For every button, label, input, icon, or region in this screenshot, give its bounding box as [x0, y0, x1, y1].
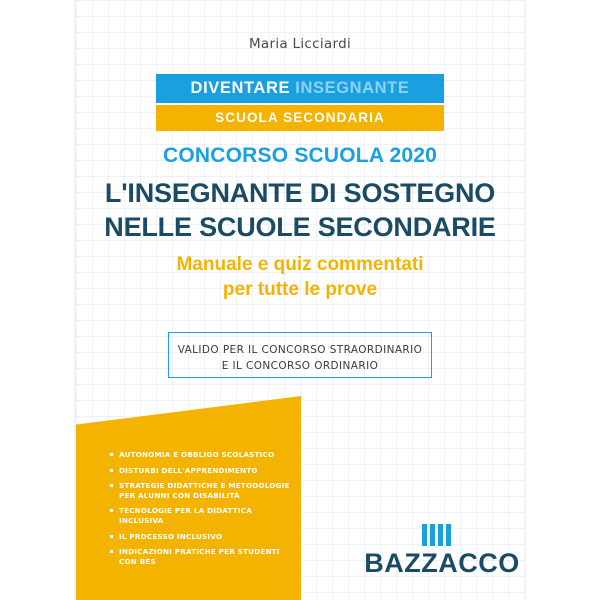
validity-box — [168, 332, 432, 378]
publisher-name: BAZZACCO — [364, 548, 520, 578]
series-banner — [156, 74, 444, 103]
book-subtitle-line-2: per tutte le prove — [222, 279, 378, 300]
list-item: IL PROCESSO INCLUSIVO — [110, 532, 290, 542]
list-item: INDICAZIONI PRATICHE PER STUDENTI CON BES — [110, 547, 290, 566]
list-item: STRATEGIE DIDATTICHE E METODOLOGIE PER ALUNNI CON DISABILITÀ — [110, 481, 290, 500]
exam-line: CONCORSO SCUOLA 2020 — [163, 144, 437, 167]
series-subbanner — [156, 105, 444, 131]
topics-list — [110, 450, 290, 572]
series-banner-word-1: DIVENTARE — [190, 79, 291, 97]
validity-line-2: E IL CONCORSO ORDINARIO — [221, 360, 379, 372]
list-item: AUTONOMIA E OBBLIGO SCOLASTICO — [110, 450, 290, 460]
book-subtitle-line-1: Manuale e quiz commentati — [176, 254, 424, 275]
validity-line-1: VALIDO PER IL CONCORSO STRAORDINARIO — [177, 344, 423, 356]
book-title — [0, 176, 600, 244]
series-subbanner-text: SCUOLA SECONDARIA — [215, 110, 385, 125]
list-item: TECNOLOGIE PER LA DIDATTICA INCLUSIVA — [110, 506, 290, 525]
publisher-logo-bar — [422, 520, 456, 524]
series-banner-word-2: INSEGNANTE — [295, 79, 410, 97]
list-item: DISTURBI DELL'APPRENDIMENTO — [110, 466, 290, 476]
book-title-line-2: NELLE SCUOLE SECONDARIE — [104, 212, 496, 242]
book-subtitle — [0, 252, 600, 302]
book-title-line-1: L'INSEGNANTE DI SOSTEGNO — [104, 178, 496, 208]
author-name: Maria Licciardi — [248, 36, 352, 52]
series-banner-text — [156, 74, 444, 103]
